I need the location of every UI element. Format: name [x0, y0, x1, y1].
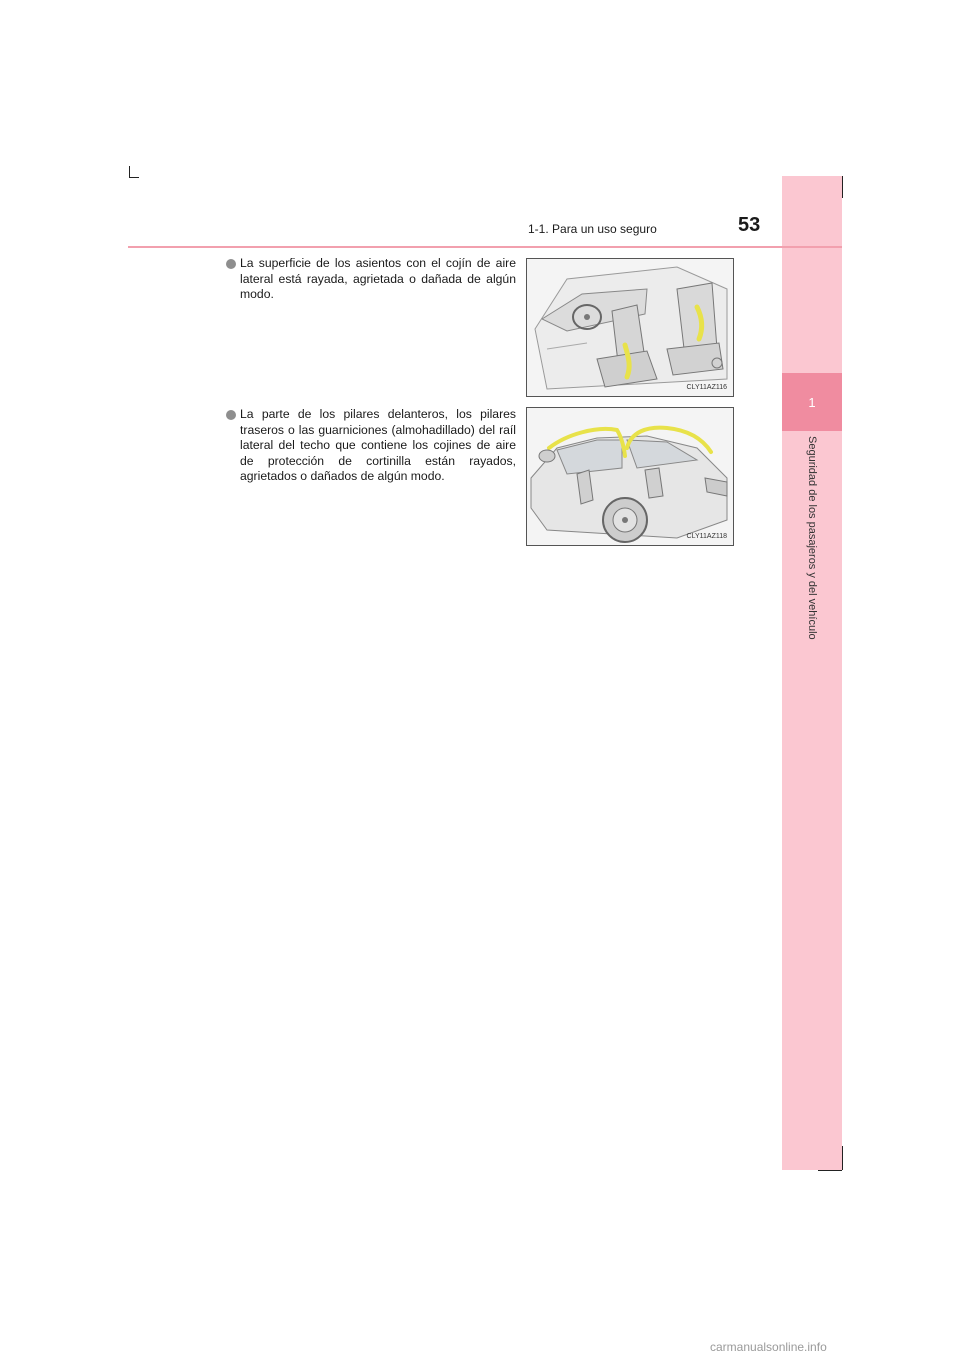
list-item: [226, 256, 516, 303]
list-item: [226, 407, 516, 485]
crop-mark-top-left-horizontal: [129, 177, 139, 178]
seat-airbag-figure: [526, 258, 734, 397]
list-item-text: La superficie de los asientos con el cojín de aire lateral está rayada, agrietada o dañada de algún modo.: [240, 256, 516, 301]
header-rule: [128, 246, 842, 248]
bullet-icon: [226, 410, 236, 420]
chapter-side-tab: [782, 176, 842, 1170]
bullet-icon: [226, 259, 236, 269]
car-curtain-airbag-illustration-icon: [527, 408, 733, 545]
page-number: 53: [738, 214, 761, 236]
crop-mark-bottom-right-horizontal: [818, 1170, 842, 1171]
car-seat-airbag-illustration-icon: [527, 259, 733, 396]
curtain-airbag-figure: [526, 407, 734, 546]
crop-mark-bottom-right-vertical: [842, 1146, 843, 1170]
figure-code: CLY11AZ116: [686, 384, 727, 391]
figure-code: CLY11AZ118: [686, 533, 727, 540]
chapter-number: 1: [808, 394, 816, 410]
chapter-title: Seguridad de los pasajeros y del vehículo: [806, 436, 818, 640]
watermark-text: carmanualsonline.info: [710, 1340, 827, 1354]
crop-mark-top-right-vertical: [842, 176, 843, 198]
section-title: 1-1. Para un uso seguro: [528, 222, 657, 236]
list-item-text: La parte de los pilares delanteros, los pilares traseros o las guarniciones (almohadillado) del raíl lateral del techo que contiene los cojines de aire de protección de cortinilla están rayados, agrietados o dañados de algún modo.: [240, 407, 516, 483]
